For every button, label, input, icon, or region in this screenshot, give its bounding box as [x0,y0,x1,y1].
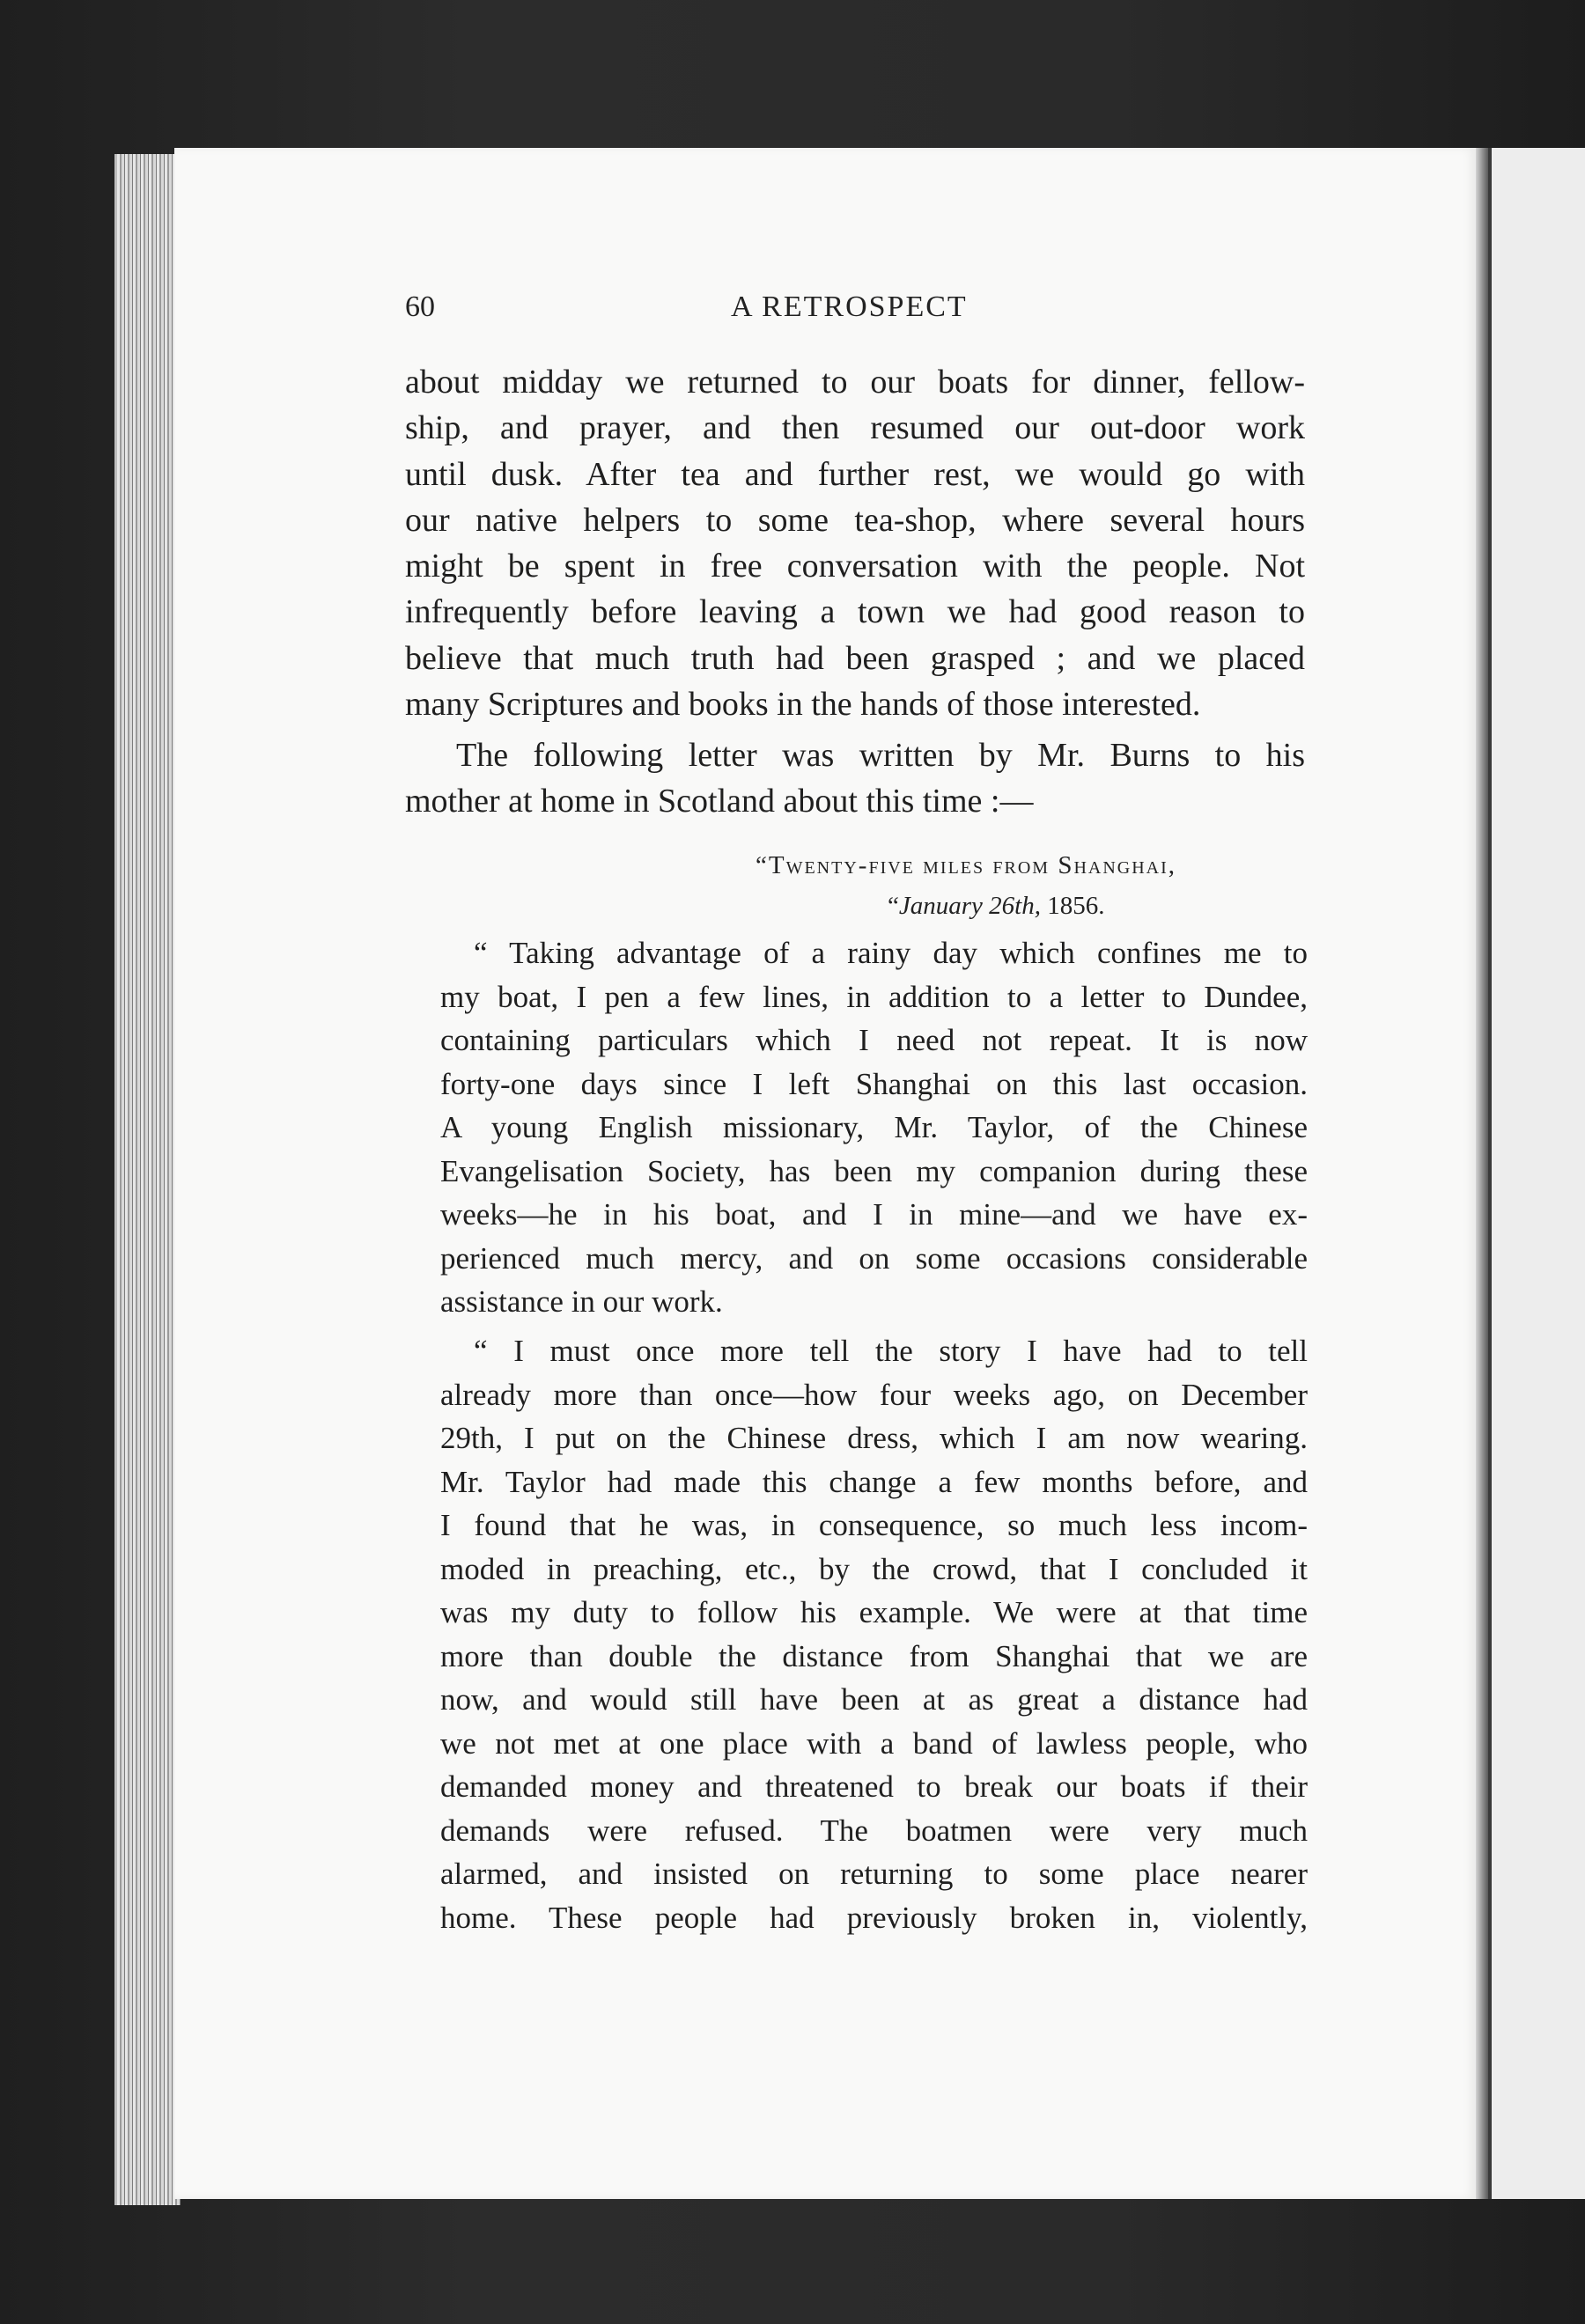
letter-dateline [756,845,1176,926]
text-line: moded in preaching, etc., by the crowd, that I concluded it [440,1551,1308,1586]
text-line: Evangelisation Society, has been my companion during these [440,1153,1308,1188]
text-line: containing particulars which I need not repeat. It is now [440,1023,1308,1057]
text-line: we not met at one place with a band of lawless people, who [440,1725,1308,1761]
text-line: mother at home in Scotland about this time :— [405,783,1034,820]
text-line: many Scriptures and books in the hands of those interested. [405,686,1201,724]
text-line: more than double the distance from Shanghai that we are [440,1638,1308,1673]
running-head [405,290,1303,335]
text-line: “ I must once more tell the story I have had to tell [474,1334,1308,1368]
text-line: might be spent in free conversation with the people. Not [405,548,1305,585]
facing-page [1488,148,1585,2199]
running-title: A RETROSPECT [731,290,968,323]
text-line: demanded money and threatened to break our boats if their [440,1769,1308,1804]
text-line: Mr. Taylor had made this change a few months before, and [440,1464,1308,1499]
text-line: A young English missionary, Mr. Taylor, of the Chinese [440,1110,1308,1144]
text-line: alarmed, and insisted on returning to some place nearer [440,1857,1308,1891]
text-line: “ Taking advantage of a rainy day which confines me to [474,936,1308,970]
paragraph-2 [405,732,1305,825]
text-line: infrequently before leaving a town we had good reason to [405,593,1305,631]
dateline-month-day: January 26th, [898,892,1041,920]
text-line: already more than once—how four weeks ago, on December [440,1377,1308,1412]
dateline-place: “Twenty-five miles from Shanghai, [756,851,1177,879]
page-number: 60 [405,290,435,323]
text-line: until dusk. After tea and further rest, we would go with [405,455,1305,493]
letter-paragraph-1 [440,931,1308,1324]
text-line: weeks—he in his boat, and I in mine—and we have ex- [440,1197,1308,1232]
text-line: was my duty to follow his example. We were at that time [440,1595,1308,1629]
text-line: assistance in our work. [440,1284,723,1319]
text-line: The following letter was written by Mr. Burns to his [456,737,1305,774]
text-line: believe that much truth had been grasped ; and we placed [405,639,1305,677]
dateline-date [756,886,1176,926]
paragraph-1 [405,359,1305,727]
text-line: my boat, I pen a few lines, in addition to a letter to Dundee, [440,979,1308,1014]
text-line: about midday we returned to our boats for dinner, fellow- [405,364,1305,401]
dateline-year: 1856. [1040,892,1105,920]
dateline-quote-mark: “ [888,892,899,920]
text-line: demands were refused. The boatmen were very much [440,1813,1308,1848]
text-line: ship, and prayer, and then resumed our out-door work [405,409,1305,447]
book-gutter [1476,148,1488,2199]
text-line: perienced much mercy, and on some occasions considerable [440,1240,1308,1276]
text-line: I found that he was, in consequence, so much less incom- [440,1508,1308,1542]
book-page-edges [114,154,181,2205]
text-line: forty-one days since I left Shanghai on this last occasion. [440,1066,1308,1101]
text-line: our native helpers to some tea-shop, where several hours [405,501,1305,539]
text-line: home. These people had previously broken in, violently, [440,1900,1308,1935]
text-line: 29th, I put on the Chinese dress, which I am now wearing. [440,1421,1308,1455]
letter-paragraph-2 [440,1329,1308,1939]
text-line: now, and would still have been at as great a distance had [440,1682,1308,1717]
